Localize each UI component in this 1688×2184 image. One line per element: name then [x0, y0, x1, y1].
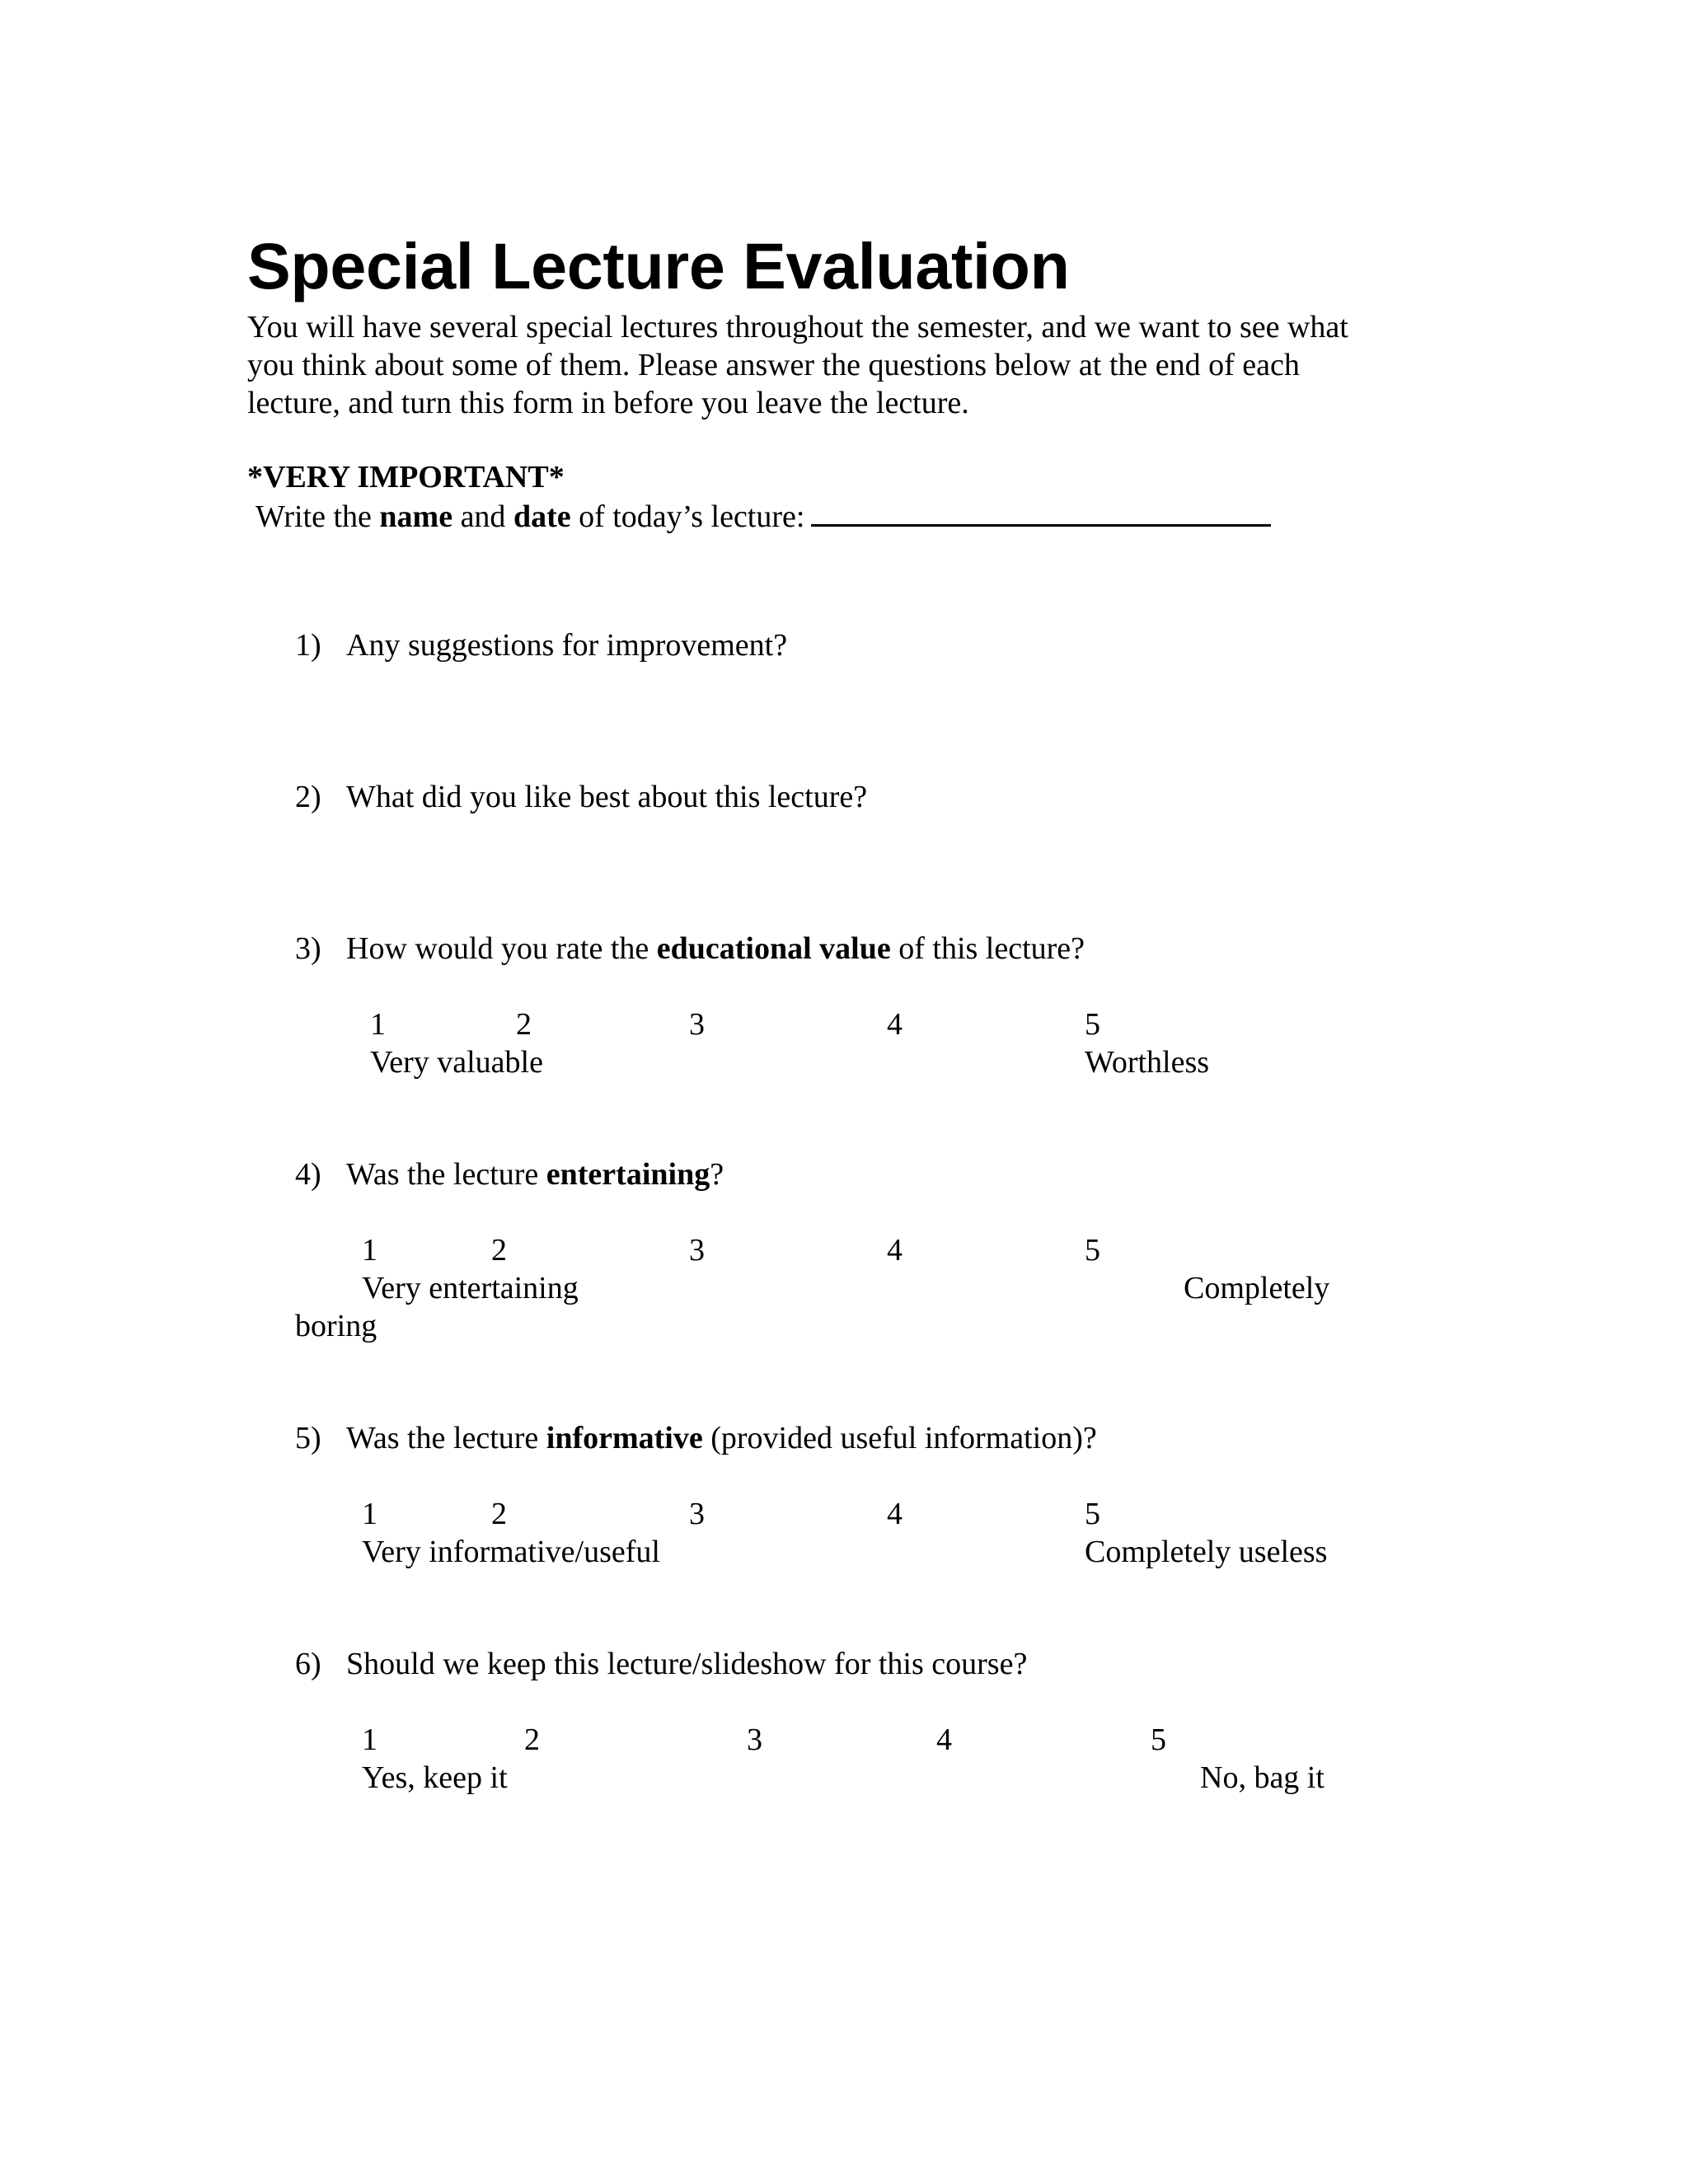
q4-scale-5[interactable]: 5: [1085, 1233, 1100, 1268]
prompt-text: of today’s lecture:: [570, 499, 805, 534]
q4-scale-3[interactable]: 3: [689, 1233, 705, 1268]
intro-line-1: You will have several special lectures throughout the semester, and we want to see what: [247, 310, 1348, 344]
q4-scale-2[interactable]: 2: [491, 1233, 507, 1268]
q4-scale-1[interactable]: 1: [362, 1233, 377, 1268]
prompt-bold-name: name: [379, 499, 453, 534]
q6-scale-4[interactable]: 4: [936, 1722, 952, 1757]
q5-scale-5[interactable]: 5: [1085, 1497, 1100, 1531]
q3-low-label: Very valuable: [370, 1045, 543, 1080]
question-1-text: Any suggestions for improvement?: [346, 628, 788, 663]
lecture-name-date-prompt: [256, 499, 1271, 532]
q5-scale-3[interactable]: 3: [689, 1497, 705, 1531]
lecture-name-date-blank[interactable]: [811, 499, 1271, 527]
question-5-number: 5): [295, 1421, 321, 1455]
q6-scale-1[interactable]: 1: [362, 1722, 377, 1757]
question-3-text-bold: educational value: [656, 931, 891, 966]
question-6-number: 6): [295, 1647, 321, 1681]
q6-low-label: Yes, keep it: [362, 1760, 508, 1795]
prompt-bold-date: date: [513, 499, 571, 534]
q4-scale-4[interactable]: 4: [887, 1233, 903, 1268]
question-4-text: [346, 1159, 724, 1190]
q6-scale-3[interactable]: 3: [747, 1722, 762, 1757]
question-3-number: 3): [295, 931, 321, 966]
q4-high-label-continued: boring: [295, 1309, 377, 1343]
question-3-text-pre: How would you rate the: [346, 931, 657, 966]
question-5-text-pre: Was the lecture: [346, 1421, 546, 1455]
q4-high-label: Completely: [1184, 1271, 1330, 1305]
q3-scale-5[interactable]: 5: [1085, 1007, 1100, 1042]
q3-scale-3[interactable]: 3: [689, 1007, 705, 1042]
important-heading: *VERY IMPORTANT*: [247, 460, 565, 494]
question-4-text-bold: entertaining: [546, 1157, 710, 1192]
q6-high-label: No, bag it: [1200, 1760, 1325, 1795]
question-4-text-post: ?: [710, 1157, 724, 1192]
question-2-text: What did you like best about this lecture?: [346, 780, 868, 814]
q4-low-label: Very entertaining: [362, 1271, 579, 1305]
question-6-text: Should we keep this lecture/slideshow for this course?: [346, 1647, 1028, 1681]
question-5-text-bold: informative: [546, 1421, 703, 1455]
q3-high-label: Worthless: [1085, 1045, 1210, 1080]
q5-scale-4[interactable]: 4: [887, 1497, 903, 1531]
q3-scale-4[interactable]: 4: [887, 1007, 903, 1042]
q3-scale-2[interactable]: 2: [516, 1007, 532, 1042]
question-3-text-post: of this lecture?: [890, 931, 1085, 966]
question-4-number: 4): [295, 1157, 321, 1192]
prompt-text: and: [452, 499, 513, 534]
q5-scale-2[interactable]: 2: [491, 1497, 507, 1531]
q3-scale-1[interactable]: 1: [370, 1007, 386, 1042]
prompt-text: Write the: [256, 499, 380, 534]
question-4-text-pre: Was the lecture: [346, 1157, 546, 1192]
page-title: Special Lecture Evaluation: [247, 229, 1070, 302]
question-2-number: 2): [295, 780, 321, 814]
intro-line-3: lecture, and turn this form in before you leave the lecture.: [247, 386, 969, 420]
intro-line-2: you think about some of them. Please answer the questions below at the end of each: [247, 348, 1300, 382]
question-1-number: 1): [295, 628, 321, 663]
question-3-text: [346, 933, 1085, 964]
q5-scale-1[interactable]: 1: [362, 1497, 377, 1531]
question-5-text: [346, 1422, 1097, 1454]
question-5-text-post: (provided useful information)?: [702, 1421, 1097, 1455]
q5-high-label: Completely useless: [1085, 1535, 1328, 1569]
q5-low-label: Very informative/useful: [362, 1535, 660, 1569]
q6-scale-2[interactable]: 2: [524, 1722, 540, 1757]
q6-scale-5[interactable]: 5: [1151, 1722, 1166, 1757]
